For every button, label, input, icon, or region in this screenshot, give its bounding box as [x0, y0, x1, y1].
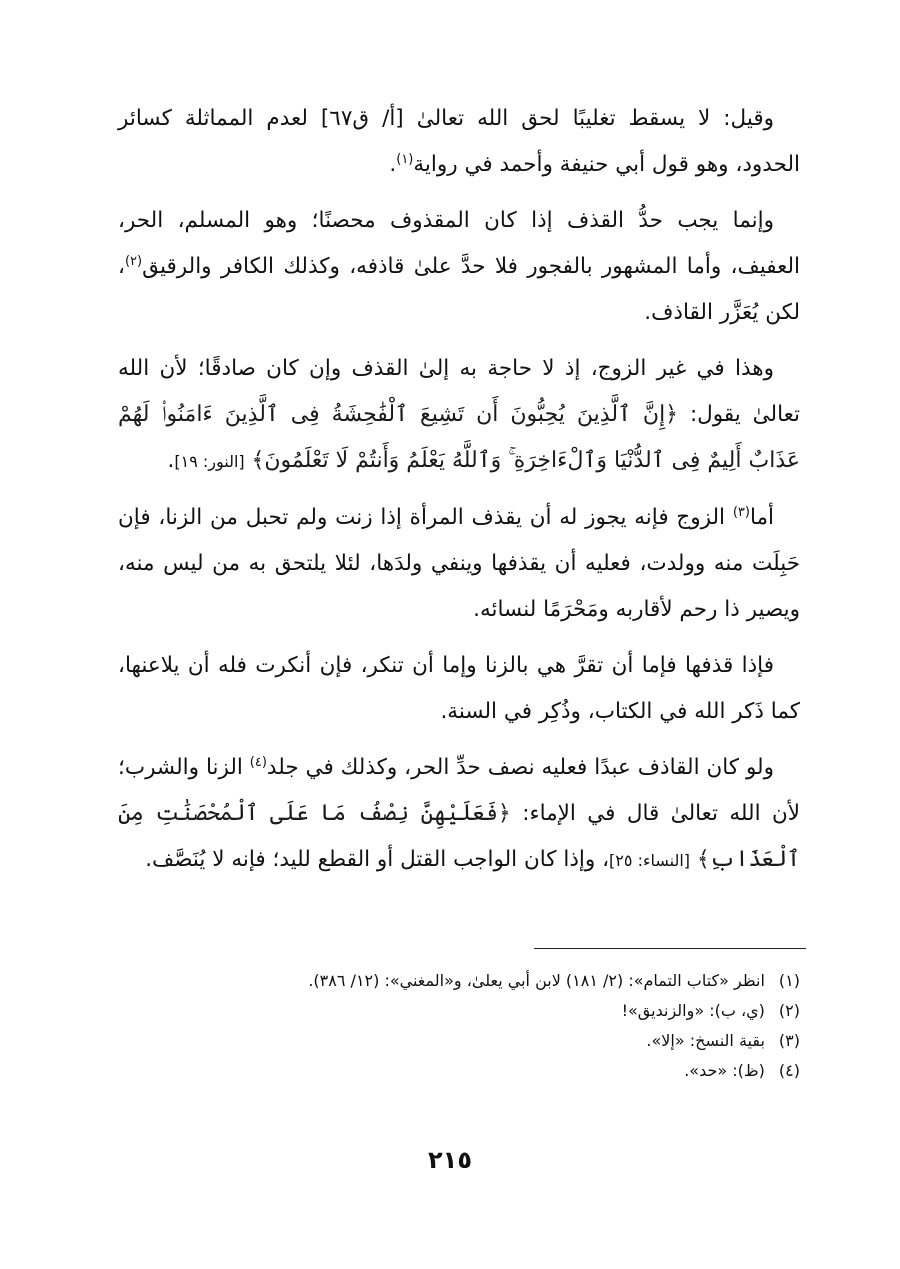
footnote-number: (٢)	[778, 1001, 800, 1020]
paragraph-2	[118, 198, 800, 336]
footnote-marker: (٤)	[249, 755, 267, 770]
paragraph-text-end: .	[167, 448, 175, 473]
footnote-text: (ظ): «حد».	[684, 1061, 765, 1080]
paragraph-4	[118, 495, 800, 633]
footnote-text: انظر «كتاب التمام»: (٢/ ١٨١) لابن أبي يعلىٰ، و«المغني»: (١٢/ ٣٨٦).	[308, 971, 765, 990]
footnote-1	[118, 966, 800, 996]
footnotes	[118, 966, 800, 1086]
paragraph-text-end: .	[389, 152, 397, 177]
footnote-marker: (٣)	[732, 505, 750, 520]
paragraph-text-end: ، لكن يُعَزَّر القاذف.	[118, 254, 800, 325]
paragraph-text: ولو كان القاذف عبدًا فعليه نصف حدِّ الحر، وكذلك في جلد	[266, 755, 774, 780]
paragraph-5	[118, 643, 800, 735]
paragraph-text: وهذا في غير الزوج، إذ لا حاجة به إلىٰ القذف وإن كان صادقًا؛ لأن الله تعالىٰ يقول:	[118, 356, 800, 427]
paragraph-text: وقيل: لا يسقط تغليبًا لحق الله تعالىٰ [أ/ ق٦٧] لعدم المماثلة كسائر الحدود، وهو قول أبي حنيفة وأحمد في رواية	[118, 106, 800, 177]
footnote-text: بقية النسخ: «إلا».	[646, 1031, 765, 1050]
quran-verse: ﴿فَعَلَيْهِنَّ نِصْفُ مَا عَلَى ٱلْمُحْصَنَٰتِ مِنَ ٱلْعَذَابِ﴾	[118, 801, 800, 872]
footnote-marker: (٢)	[124, 254, 143, 269]
footnote-2	[118, 996, 800, 1026]
footnote-number: (٤)	[778, 1061, 800, 1080]
verse-reference: [النور: ١٩]	[174, 452, 245, 471]
paragraph-text: أما	[749, 505, 774, 530]
paragraph-1	[118, 96, 800, 188]
quran-verse: ﴿إِنَّ ٱلَّذِينَ يُحِبُّونَ أَن تَشِيعَ ٱلْفَٰحِشَةُ فِى ٱلَّذِينَ ءَامَنُوا۟ لَهُمْ عَذَابٌ أَلِيمٌ فِى ٱلدُّنْيَا وَٱلْءَاخِرَةِ ۚ وَٱللَّهُ يَعْلَمُ وَأَنتُمْ لَا تَعْلَمُونَ﴾	[118, 402, 800, 473]
page-number: ٢١٥	[428, 1146, 472, 1174]
footnote-number: (١)	[778, 971, 800, 990]
footnote-marker: (١)	[396, 152, 414, 167]
paragraph-6	[118, 745, 800, 884]
main-text	[118, 96, 800, 894]
paragraph-text: فإذا قذفها فإما أن تقرَّ هي بالزنا وإما أن تنكر، فإن أنكرت فله أن يلاعنها، كما ذَكر الله في الكتاب، وذُكِر في السنة.	[118, 653, 800, 724]
paragraph-text: وإنما يجب حدُّ القذف إذا كان المقذوف محصنًا؛ وهو المسلم، الحر، العفيف، وأما المشهور بالفجور فلا حدَّ علىٰ قاذفه، وكذلك الكافر والرقيق	[118, 208, 800, 279]
paragraph-3	[118, 346, 800, 485]
paragraph-text-end: الزوج فإنه يجوز له أن يقذف المرأة إذا زنت ولم تحبل من الزنا، فإن حَبِلَت منه وولدت، فعليه أن يقذفها وينفي ولدَها، لئلا يلتحق به من ليس منه، ويصير ذا رحم لأقاربه ومَحْرَمًا لنسائه.	[118, 505, 800, 622]
footnote-number: (٣)	[778, 1031, 800, 1050]
paragraph-text-end: ، وإذا كان الواجب القتل أو القطع لليد؛ فإنه لا يُنَصَّف.	[145, 847, 610, 872]
footnote-separator	[534, 948, 806, 949]
verse-reference: [النساء: ٢٥]	[609, 851, 691, 870]
footnote-text: (ي، ب): «والزنديق»!	[621, 1001, 765, 1020]
paragraph-text-mid: الزنا والشرب؛ لأن الله تعالىٰ قال في الإماء:	[118, 755, 800, 826]
footnote-3	[118, 1026, 800, 1056]
footnote-4	[118, 1056, 800, 1086]
